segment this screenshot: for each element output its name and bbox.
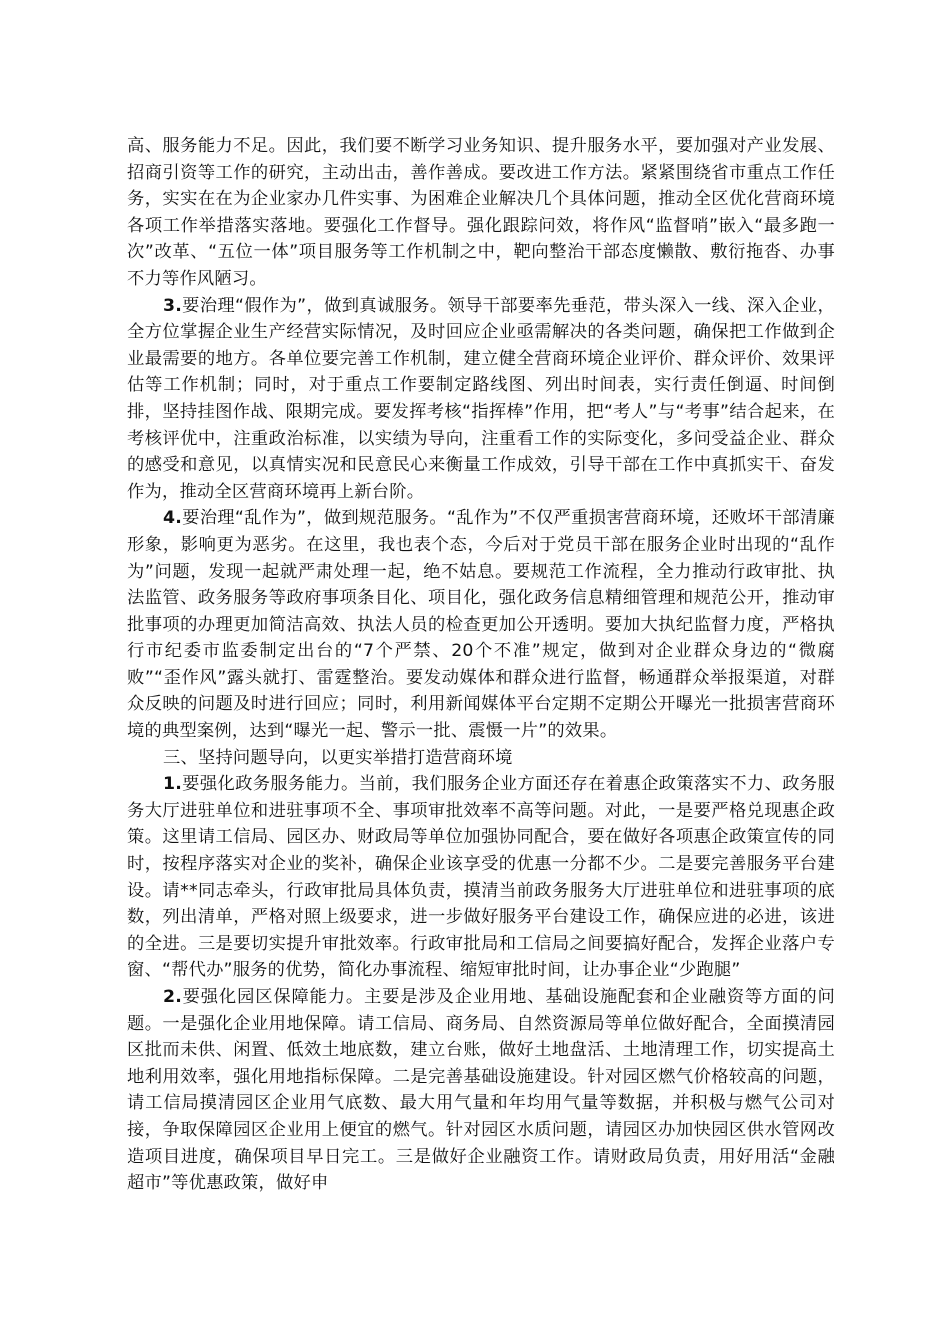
paragraph-2-number: 3. (163, 295, 182, 316)
paragraph-3-number: 4. (163, 508, 182, 529)
section-heading-3 (127, 745, 835, 772)
paragraph-5 (127, 771, 835, 984)
paragraph-2-text: 要治理“假作为”，做到真诚服务。领导干部要率先垂范，带头深入一线、深入企业，全方位掌握企业生产经营实际情况，及时回应企业亟需解决的各类问题，确保把工作做到企业最需要的地方。各单位要完善工作机制，建立健全营商环境企业评价、群众评价、效果评估等工作机制；同时，对于重点工作要制定路线图、列出时间表，实行责任倒逼、时间倒排，坚持挂图作战、限期完成。要发挥考核“指挥棒”作用，把“考人”与“考事”结合起来，在考核评优中，注重政治标准，以实绩为导向，注重看工作的实际变化，多问受益企业、群众的感受和意见，以真情实况和民意民心来衡量工作成效，引导干部在工作中真抓实干、奋发作为，推动全区营商环境再上新台阶。 (127, 295, 835, 502)
paragraph-2 (127, 293, 835, 506)
paragraph-1 (127, 133, 835, 293)
section-heading-3-text: 三、坚持问题导向，以更实举措打造营商环境 (163, 747, 513, 768)
paragraph-6 (127, 984, 835, 1197)
paragraph-5-number: 1. (163, 774, 182, 795)
paragraph-3 (127, 505, 835, 744)
paragraph-6-text: 要强化园区保障能力。主要是涉及企业用地、基础设施配套和企业融资等方面的问题。一是强化企业用地保障。请工信局、商务局、自然资源局等单位做好配合，全面摸清园区批而未供、闲置、低效土地底数，建立台账，做好土地盘活、土地清理工作，切实提高土地利用效率，强化用地指标保障。二是完善基础设施建设。针对园区燃气价格较高的问题，请工信局摸清园区企业用气底数、最大用气量和年均用气量等数据，并积极与燃气公司对接，争取保障园区企业用上便宜的燃气。针对园区水质问题，请园区办加快园区供水管网改造项目进度，确保项目早日完工。三是做好企业融资工作。请财政局负责，用好用活“金融超市”等优惠政策，做好申 (127, 987, 835, 1194)
paragraph-5-text: 要强化政务服务能力。当前，我们服务企业方面还存在着惠企政策落实不力、政务服务大厅进驻单位和进驻事项不全、事项审批效率不高等问题。对此，一是要严格兑现惠企政策。这里请工信局、园区办、财政局等单位加强协同配合，要在做好各项惠企政策宣传的同时，按程序落实对企业的奖补，确保企业该享受的优惠一分都不少。二是要完善服务平台建设。请**同志牵头，行政审批局具体负责，摸清当前政务服务大厅进驻单位和进驻事项的底数，列出清单，严格对照上级要求，进一步做好服务平台建设工作，确保应进的必进，该进的全进。三是要切实提升审批效率。行政审批局和工信局之间要搞好配合，发挥企业落户专窗、“帮代办”服务的优势，简化办事流程、缩短审批时间，让办事企业“少跑腿” (127, 774, 835, 981)
paragraph-1-text: 高、服务能力不足。因此，我们要不断学习业务知识、提升服务水平，要加强对产业发展、招商引资等工作的研究，主动出击，善作善成。要改进工作方法。紧紧围绕省市重点工作任务，实实在在为企业家办几件实事、为困难企业解决几个具体问题，推动全区优化营商环境各项工作举措落实落地。要强化工作督导。强化跟踪问效，将作风“监督哨”嵌入“最多跑一次”改革、“五位一体”项目服务等工作机制之中，靶向整治干部态度懒散、敷衍拖沓、办事不力等作风陋习。 (127, 136, 835, 289)
document-page (127, 133, 835, 1197)
paragraph-3-text: 要治理“乱作为”，做到规范服务。“乱作为”不仅严重损害营商环境，还败坏干部清廉形象，影响更为恶劣。在这里，我也表个态，今后对于党员干部在服务企业时出现的“乱作为”问题，发现一起就严肃处理一起，绝不姑息。要规范工作流程，全力推动行政审批、执法监管、政务服务等政府事项条目化、项目化，强化政务信息精细管理和规范公开，推动审批事项的办理更加简洁高效、执法人员的检查更加公开透明。要加大执纪监督力度，严格执行市纪委市监委制定出台的“7个严禁、20个不准”规定，做到对企业群众身边的“微腐败”“歪作风”露头就打、雷霆整治。要发动媒体和群众进行监督，畅通群众举报渠道，对群众反映的问题及时进行回应；同时，利用新闻媒体平台定期不定期公开曝光一批损害营商环境的典型案例，达到“曝光一起、警示一批、震慑一片”的效果。 (127, 508, 835, 742)
paragraph-6-number: 2. (163, 987, 182, 1007)
